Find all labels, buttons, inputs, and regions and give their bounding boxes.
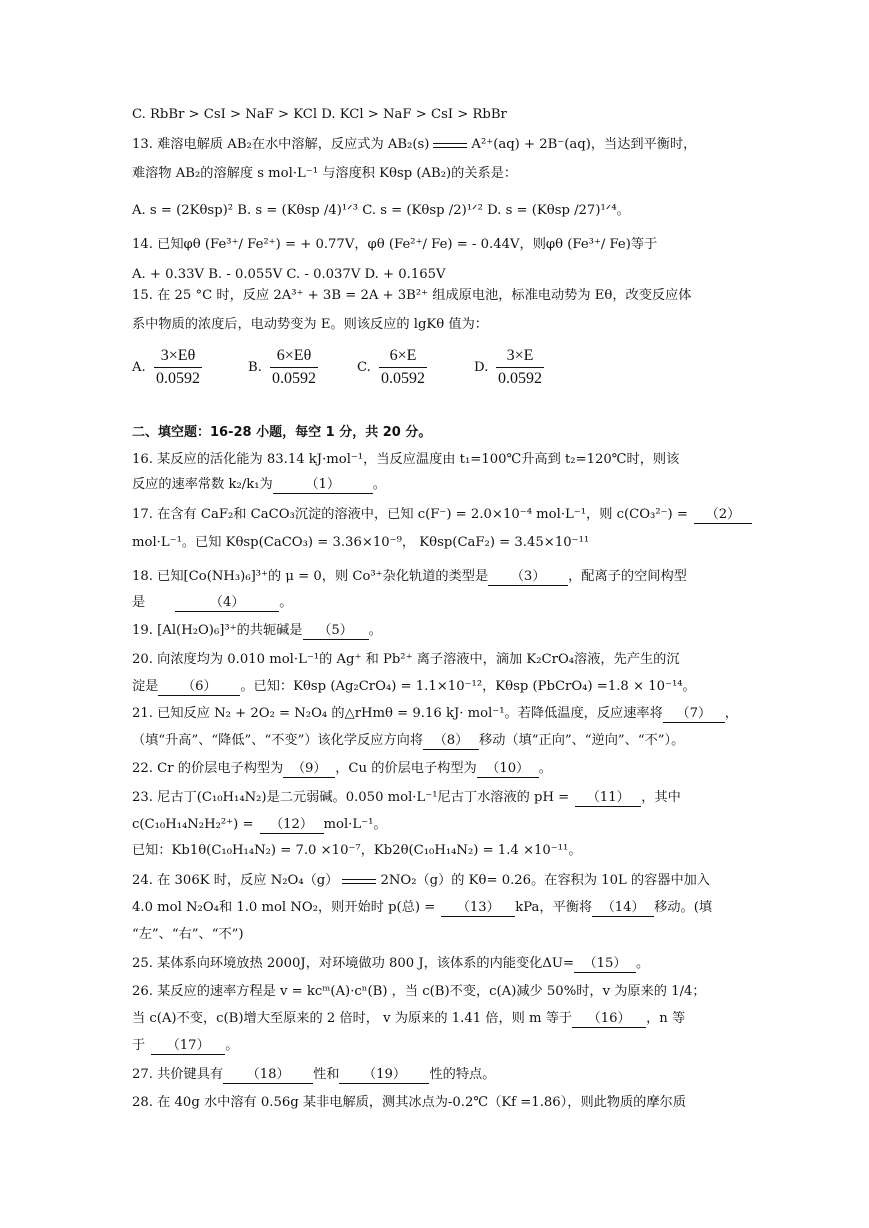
- q23-line3: 已知：Kb1θ(C₁₀H₁₄N₂) = 7.0 ×10⁻⁷，Kb2θ(C₁₀H₁₄N₂) = 1.4 ×10⁻¹¹。: [132, 843, 582, 858]
- answer-blank-13[interactable]: （13）: [441, 900, 515, 917]
- q26-text-c: 于: [132, 1038, 146, 1053]
- q26-line1: 26. 某反应的速率方程是 v = kcᵐ(A)·cⁿ(B) ，当 c(B)不变，c(A)减少 50%时，v 为原来的 1/4；: [132, 984, 706, 999]
- q22-text: 22. Cr 的价层电子构型为: [132, 761, 284, 776]
- q17-line1: [132, 506, 752, 524]
- q19-line: [132, 622, 382, 640]
- q14-stem: 14. 已知φθ (Fe³⁺/ Fe²⁺) = + 0.77V，φθ (Fe²⁺/ Fe) = - 0.44V，则φθ (Fe³⁺/ Fe)等于: [132, 237, 658, 252]
- q13-text-b: A²⁺(aq) + 2B⁻(aq)，当达到平衡时，: [471, 137, 697, 152]
- fraction-numerator: 3×Eθ: [160, 347, 196, 364]
- q27-line: [132, 1066, 495, 1084]
- q13-stem-line2: 难溶物 AB₂的溶解度 s mol·L⁻¹ 与溶度积 Kθsp (AB₂)的关系是：: [132, 166, 518, 181]
- fraction-bar: [496, 367, 544, 368]
- answer-blank-18[interactable]: （18）: [223, 1067, 313, 1084]
- option-label: D.: [474, 360, 489, 375]
- q12-options-cd: C. RbBr > CsI > NaF > KCl D. KCl > NaF > CsI > RbBr: [132, 107, 507, 122]
- q16-line1: 16. 某反应的活化能为 83.14 kJ·mol⁻¹，当反应温度由 t₁=100℃升高到 t₂=120℃时，则该: [132, 452, 680, 467]
- q24-text-c: 4.0 mol N₂O₄和 1.0 mol NO₂，则开始时 p(总) =: [132, 900, 436, 915]
- q19-end: 。: [368, 623, 382, 638]
- fraction-bar: [270, 367, 318, 368]
- q15-stem-line1: 15. 在 25 °C 时，反应 2A³⁺ + 3B = 2A + 3B²⁺ 组成原电池，标准电动势为 Eθ，改变反应体: [132, 288, 692, 303]
- q13-stem-line1: [132, 136, 696, 154]
- q24-text-e: 移动。(填: [654, 900, 713, 915]
- q24-line1: [132, 872, 710, 890]
- answer-blank-12[interactable]: （12）: [260, 817, 324, 834]
- q21-text-c: （填“升高”、“降低”、“不变”）该化学反应方向将: [132, 733, 424, 748]
- q22-end: 。: [538, 761, 552, 776]
- q16-line2: [132, 476, 386, 494]
- fraction-denominator: 0.0592: [272, 370, 316, 387]
- fraction-numerator: 6×Eθ: [276, 347, 312, 364]
- q27-text: 27. 共价键具有: [132, 1067, 224, 1082]
- equilibrium-arrow-icon: [342, 876, 376, 886]
- q23-text-b: ，其中: [641, 790, 681, 805]
- q28-line1: 28. 在 40g 水中溶有 0.56g 某非电解质，测其冰点为-0.2℃（Kf =1.86），则此物质的摩尔质: [132, 1095, 686, 1110]
- q23-line1: [132, 789, 681, 807]
- q15-stem-line2: 系中物质的浓度后，电动势变为 E。则该反应的 lgKθ 值为：: [132, 317, 488, 332]
- option-label: C.: [357, 360, 371, 375]
- q26-text-b: ，n 等: [646, 1011, 686, 1026]
- answer-blank-14[interactable]: （14）: [592, 900, 654, 917]
- q26-line2: [132, 1010, 685, 1028]
- q20-text-b: 。已知：Kθsp (Ag₂CrO₄) = 1.1×10⁻¹²，Kθsp (PbCrO₄) =1.8 × 10⁻¹⁴。: [240, 679, 696, 694]
- q20-text: 淀是: [132, 679, 159, 694]
- q18-text: 18. 已知[Co(NH₃)₆]³⁺的 μ = 0，则 Co³⁺杂化轨道的类型是: [132, 569, 489, 584]
- q27-end: 性的特点。: [429, 1067, 496, 1082]
- q14-options: A. + 0.33V B. - 0.055V C. - 0.037V D. + 0.165V: [132, 267, 446, 282]
- q18-line1: [132, 568, 687, 586]
- q13-options: A. s = (2Kθsp)² B. s = (Kθsp /4)¹ᐟ³ C. s = (Kθsp /2)¹ᐟ² D. s = (Kθsp /27)¹ᐟ⁴。: [132, 203, 630, 218]
- answer-blank-4[interactable]: （4）: [175, 595, 279, 612]
- q21-text: 21. 已知反应 N₂ + 2O₂ = N₂O₄ 的△rHmθ = 9.16 kJ· mol⁻¹。若降低温度，反应速率将: [132, 706, 663, 721]
- q16-end: 。: [372, 477, 386, 492]
- q19-text: 19. [Al(H₂O)₆]³⁺的共轭碱是: [132, 623, 303, 638]
- q20-line1: 20. 向浓度均为 0.010 mol·L⁻¹的 Ag⁺ 和 Pb²⁺ 离子溶液中，滴加 K₂CrO₄溶液，先产生的沉: [132, 652, 680, 667]
- fraction-denominator: 0.0592: [498, 370, 542, 387]
- q20-line2: [132, 678, 696, 696]
- q16-text: 反应的速率常数 k₂/k₁为: [132, 477, 273, 492]
- answer-blank-8[interactable]: （8）: [423, 733, 479, 750]
- q24-text: 24. 在 306K 时，反应 N₂O₄（g）: [132, 873, 339, 888]
- q18-line2: [132, 594, 292, 612]
- q23-text-c: c(C₁₀H₁₄N₂H₂²⁺) =: [132, 817, 254, 832]
- q18-text-c: 是: [132, 595, 146, 610]
- q22-line: [132, 760, 552, 778]
- q23-text: 23. 尼古丁(C₁₀H₁₄N₂)是二元弱碱。0.050 mol·L⁻¹尼古丁水溶液的 pH =: [132, 790, 570, 805]
- answer-blank-9[interactable]: （9）: [283, 761, 335, 778]
- answer-blank-5[interactable]: （5）: [303, 623, 369, 640]
- equilibrium-arrow-icon: [433, 140, 467, 150]
- answer-blank-7[interactable]: （7）: [663, 706, 725, 723]
- q18-text-b: ，配离子的空间构型: [568, 569, 687, 584]
- answer-blank-19[interactable]: （19）: [339, 1067, 429, 1084]
- section-heading-fill-in: 二、填空题：16-28 小题，每空 1 分，共 20 分。: [132, 425, 432, 440]
- q17-text: 17. 在含有 CaF₂和 CaCO₃沉淀的溶液中，已知 c(F⁻) = 2.0×10⁻⁴ mol·L⁻¹，则 c(CO₃²⁻) =: [132, 507, 688, 522]
- option-label: B.: [248, 360, 262, 375]
- q22-text-b: ，Cu 的价层电子构型为: [335, 761, 477, 776]
- fraction-denominator: 0.0592: [156, 370, 200, 387]
- answer-blank-11[interactable]: （11）: [575, 790, 641, 807]
- q21-line2: [132, 732, 684, 750]
- answer-blank-16[interactable]: （16）: [572, 1011, 646, 1028]
- q23-line2: [132, 816, 387, 834]
- q24-text-b: 2NO₂（g）的 Kθ= 0.26。在容积为 10L 的容器中加入: [380, 873, 711, 888]
- q26-text: 当 c(A)不变，c(B)增大至原来的 2 倍时， v 为原来的 1.41 倍，则 m 等于: [132, 1011, 573, 1026]
- answer-blank-10[interactable]: （10）: [477, 761, 539, 778]
- q24-line3: “左”、“右”、“不”): [132, 927, 244, 942]
- q25-line: [132, 955, 649, 973]
- q17-line2: mol·L⁻¹。已知 Kθsp(CaCO₃) = 3.36×10⁻⁹， Kθsp(CaF₂) = 3.45×10⁻¹¹: [132, 535, 590, 550]
- answer-blank-15[interactable]: （15）: [574, 956, 636, 973]
- q27-text-b: 性和: [313, 1067, 340, 1082]
- option-label: A.: [132, 360, 146, 375]
- fraction-numerator: 6×E: [389, 347, 417, 364]
- q23-text-d: mol·L⁻¹。: [323, 817, 387, 832]
- fraction-bar: [379, 367, 427, 368]
- answer-blank-3[interactable]: （3）: [488, 569, 568, 586]
- q18-end: 。: [279, 595, 293, 610]
- q13-text-a: 13. 难溶电解质 AB₂在水中溶解，反应式为 AB₂(s): [132, 137, 430, 152]
- q21-text-b: ，: [724, 706, 738, 721]
- q26-line3: [132, 1037, 238, 1055]
- q24-text-d: kPa，平衡将: [515, 900, 593, 915]
- q25-end: 。: [636, 956, 650, 971]
- answer-blank-2[interactable]: （2）: [694, 507, 752, 524]
- q26-end: 。: [225, 1038, 239, 1053]
- answer-blank-1[interactable]: （1）: [273, 477, 373, 494]
- answer-blank-17[interactable]: （17）: [151, 1038, 225, 1055]
- fraction-numerator: 3×E: [506, 347, 534, 364]
- q21-text-d: 移动（填“正向”、“逆向”、“不”）。: [479, 733, 685, 748]
- fraction-bar: [154, 367, 202, 368]
- q25-text: 25. 某体系向环境放热 2000J，对环境做功 800 J，该体系的内能变化ΔU=: [132, 956, 575, 971]
- q24-line2: [132, 899, 712, 917]
- fraction-denominator: 0.0592: [381, 370, 425, 387]
- q21-line1: [132, 705, 738, 723]
- answer-blank-6[interactable]: （6）: [158, 679, 240, 696]
